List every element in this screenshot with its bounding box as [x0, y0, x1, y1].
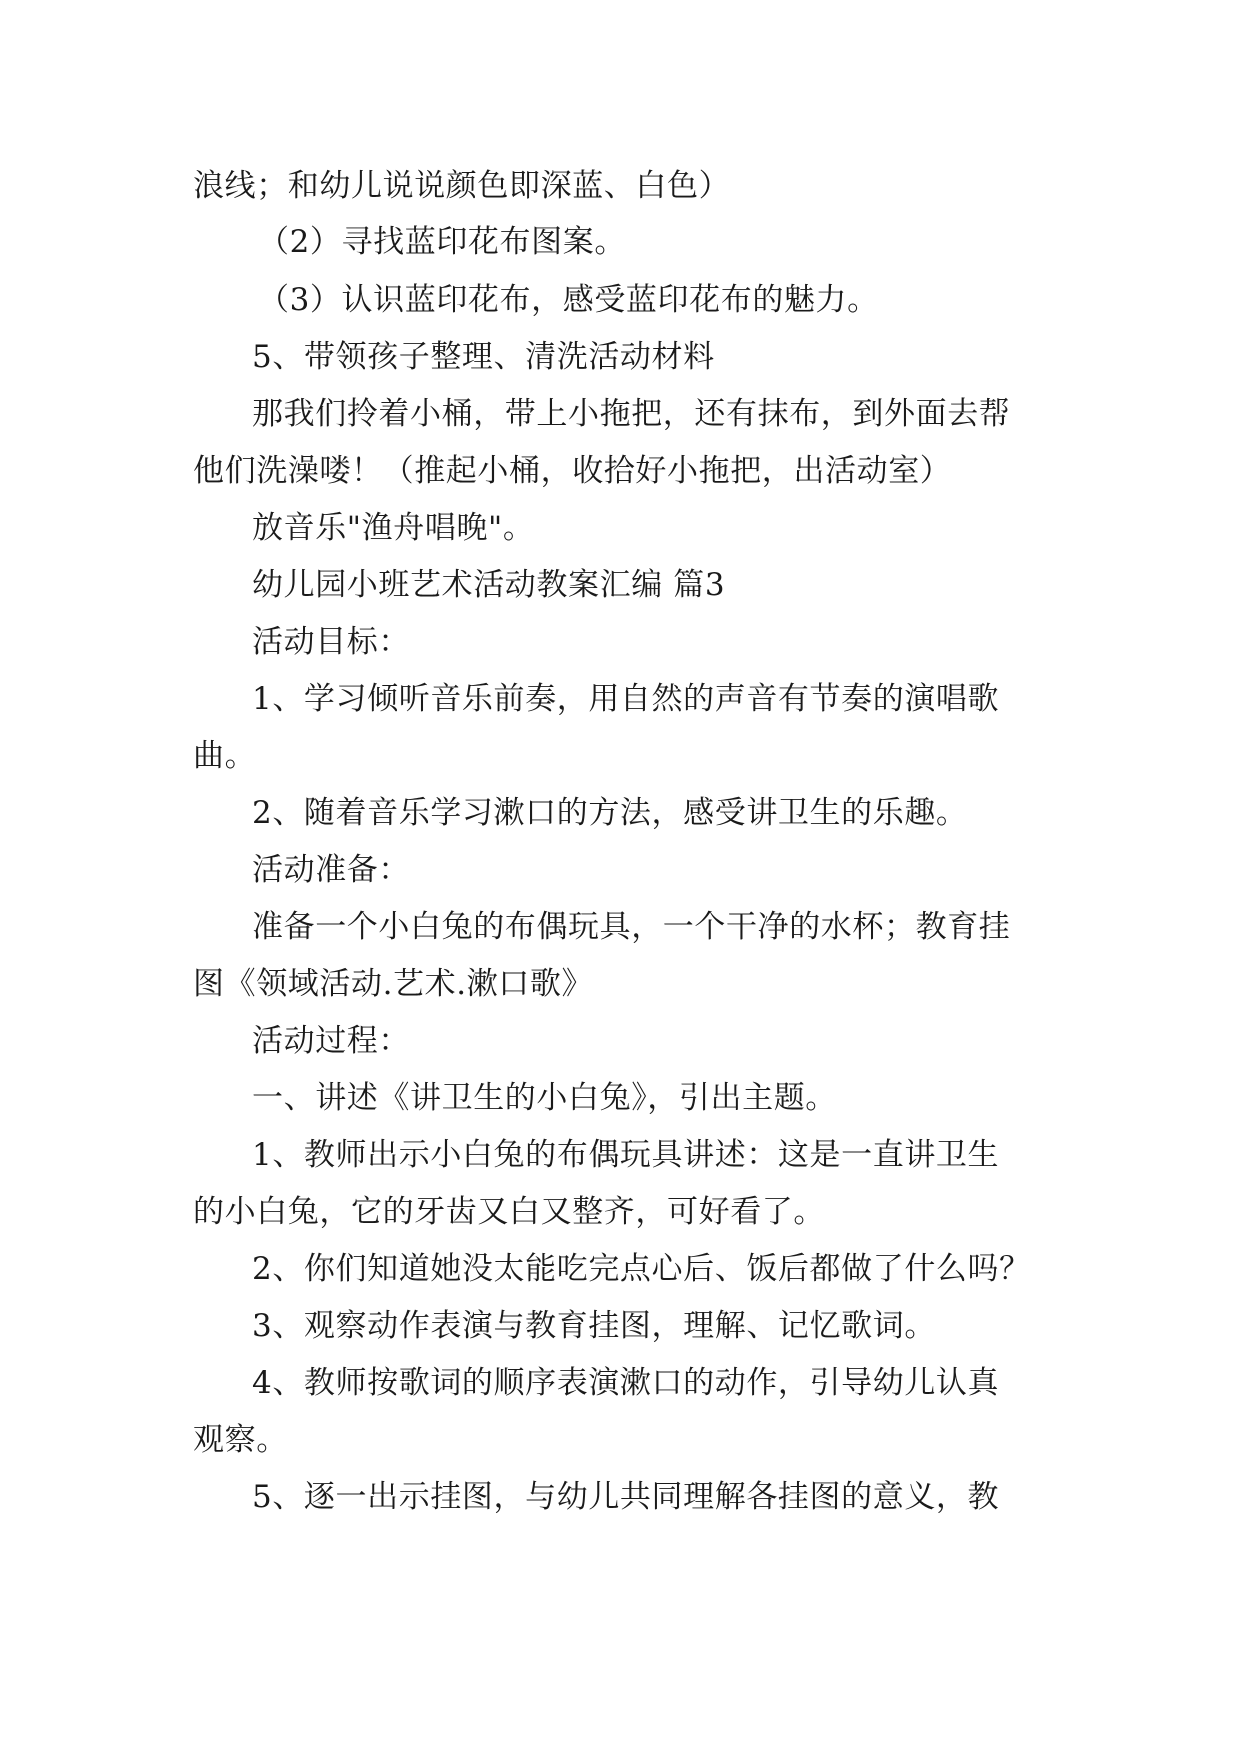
paragraph-line: 放音乐"渔舟唱晚"。 [252, 510, 535, 546]
paragraph-line: 图《领域活动.艺术.漱口歌》 [193, 966, 594, 1002]
paragraph-line: 3、观察动作表演与教育挂图，理解、记忆歌词。 [252, 1308, 936, 1344]
paragraph-line: 曲。 [193, 738, 257, 774]
section-heading: 幼儿园小班艺术活动教案汇编 篇3 [252, 567, 726, 603]
paragraph-line: 2、随着音乐学习漱口的方法，感受讲卫生的乐趣。 [252, 795, 968, 831]
paragraph-line: 浪线；和幼儿说说颜色即深蓝、白色） [193, 168, 731, 204]
paragraph-line: 1、教师出示小白兔的布偶玩具讲述：这是一直讲卫生 [252, 1137, 1000, 1173]
paragraph-line: 5、带领孩子整理、清洗活动材料 [252, 339, 715, 375]
paragraph-line: 一、讲述《讲卫生的小白兔》，引出主题。 [252, 1080, 837, 1116]
paragraph-line: 那我们拎着小桶，带上小拖把，还有抹布，到外面去帮 [252, 396, 1011, 432]
paragraph-line: 他们洗澡喽！（推起小桶，收拾好小拖把，出活动室） [193, 453, 952, 489]
paragraph-line: 观察。 [193, 1422, 288, 1458]
paragraph-line: 活动过程： [252, 1023, 410, 1059]
paragraph-line: （3）认识蓝印花布，感受蓝印花布的魅力。 [258, 282, 879, 318]
paragraph-line: 活动准备： [252, 852, 410, 888]
paragraph-line: （2）寻找蓝印花布图案。 [258, 224, 626, 260]
paragraph-line: 5、逐一出示挂图，与幼儿共同理解各挂图的意义，教 [252, 1479, 1000, 1515]
paragraph-line: 的小白兔，它的牙齿又白又整齐，可好看了。 [193, 1194, 825, 1230]
paragraph-line: 活动目标： [252, 624, 410, 660]
paragraph-line: 1、学习倾听音乐前奏，用自然的声音有节奏的演唱歌 [252, 681, 1000, 717]
paragraph-line: 准备一个小白兔的布偶玩具，一个干净的水杯；教育挂 [252, 909, 1011, 945]
paragraph-line: 4、教师按歌词的顺序表演漱口的动作，引导幼儿认真 [252, 1365, 1000, 1401]
paragraph-line: 2、你们知道她没太能吃完点心后、饭后都做了什么吗？ [252, 1251, 1031, 1287]
